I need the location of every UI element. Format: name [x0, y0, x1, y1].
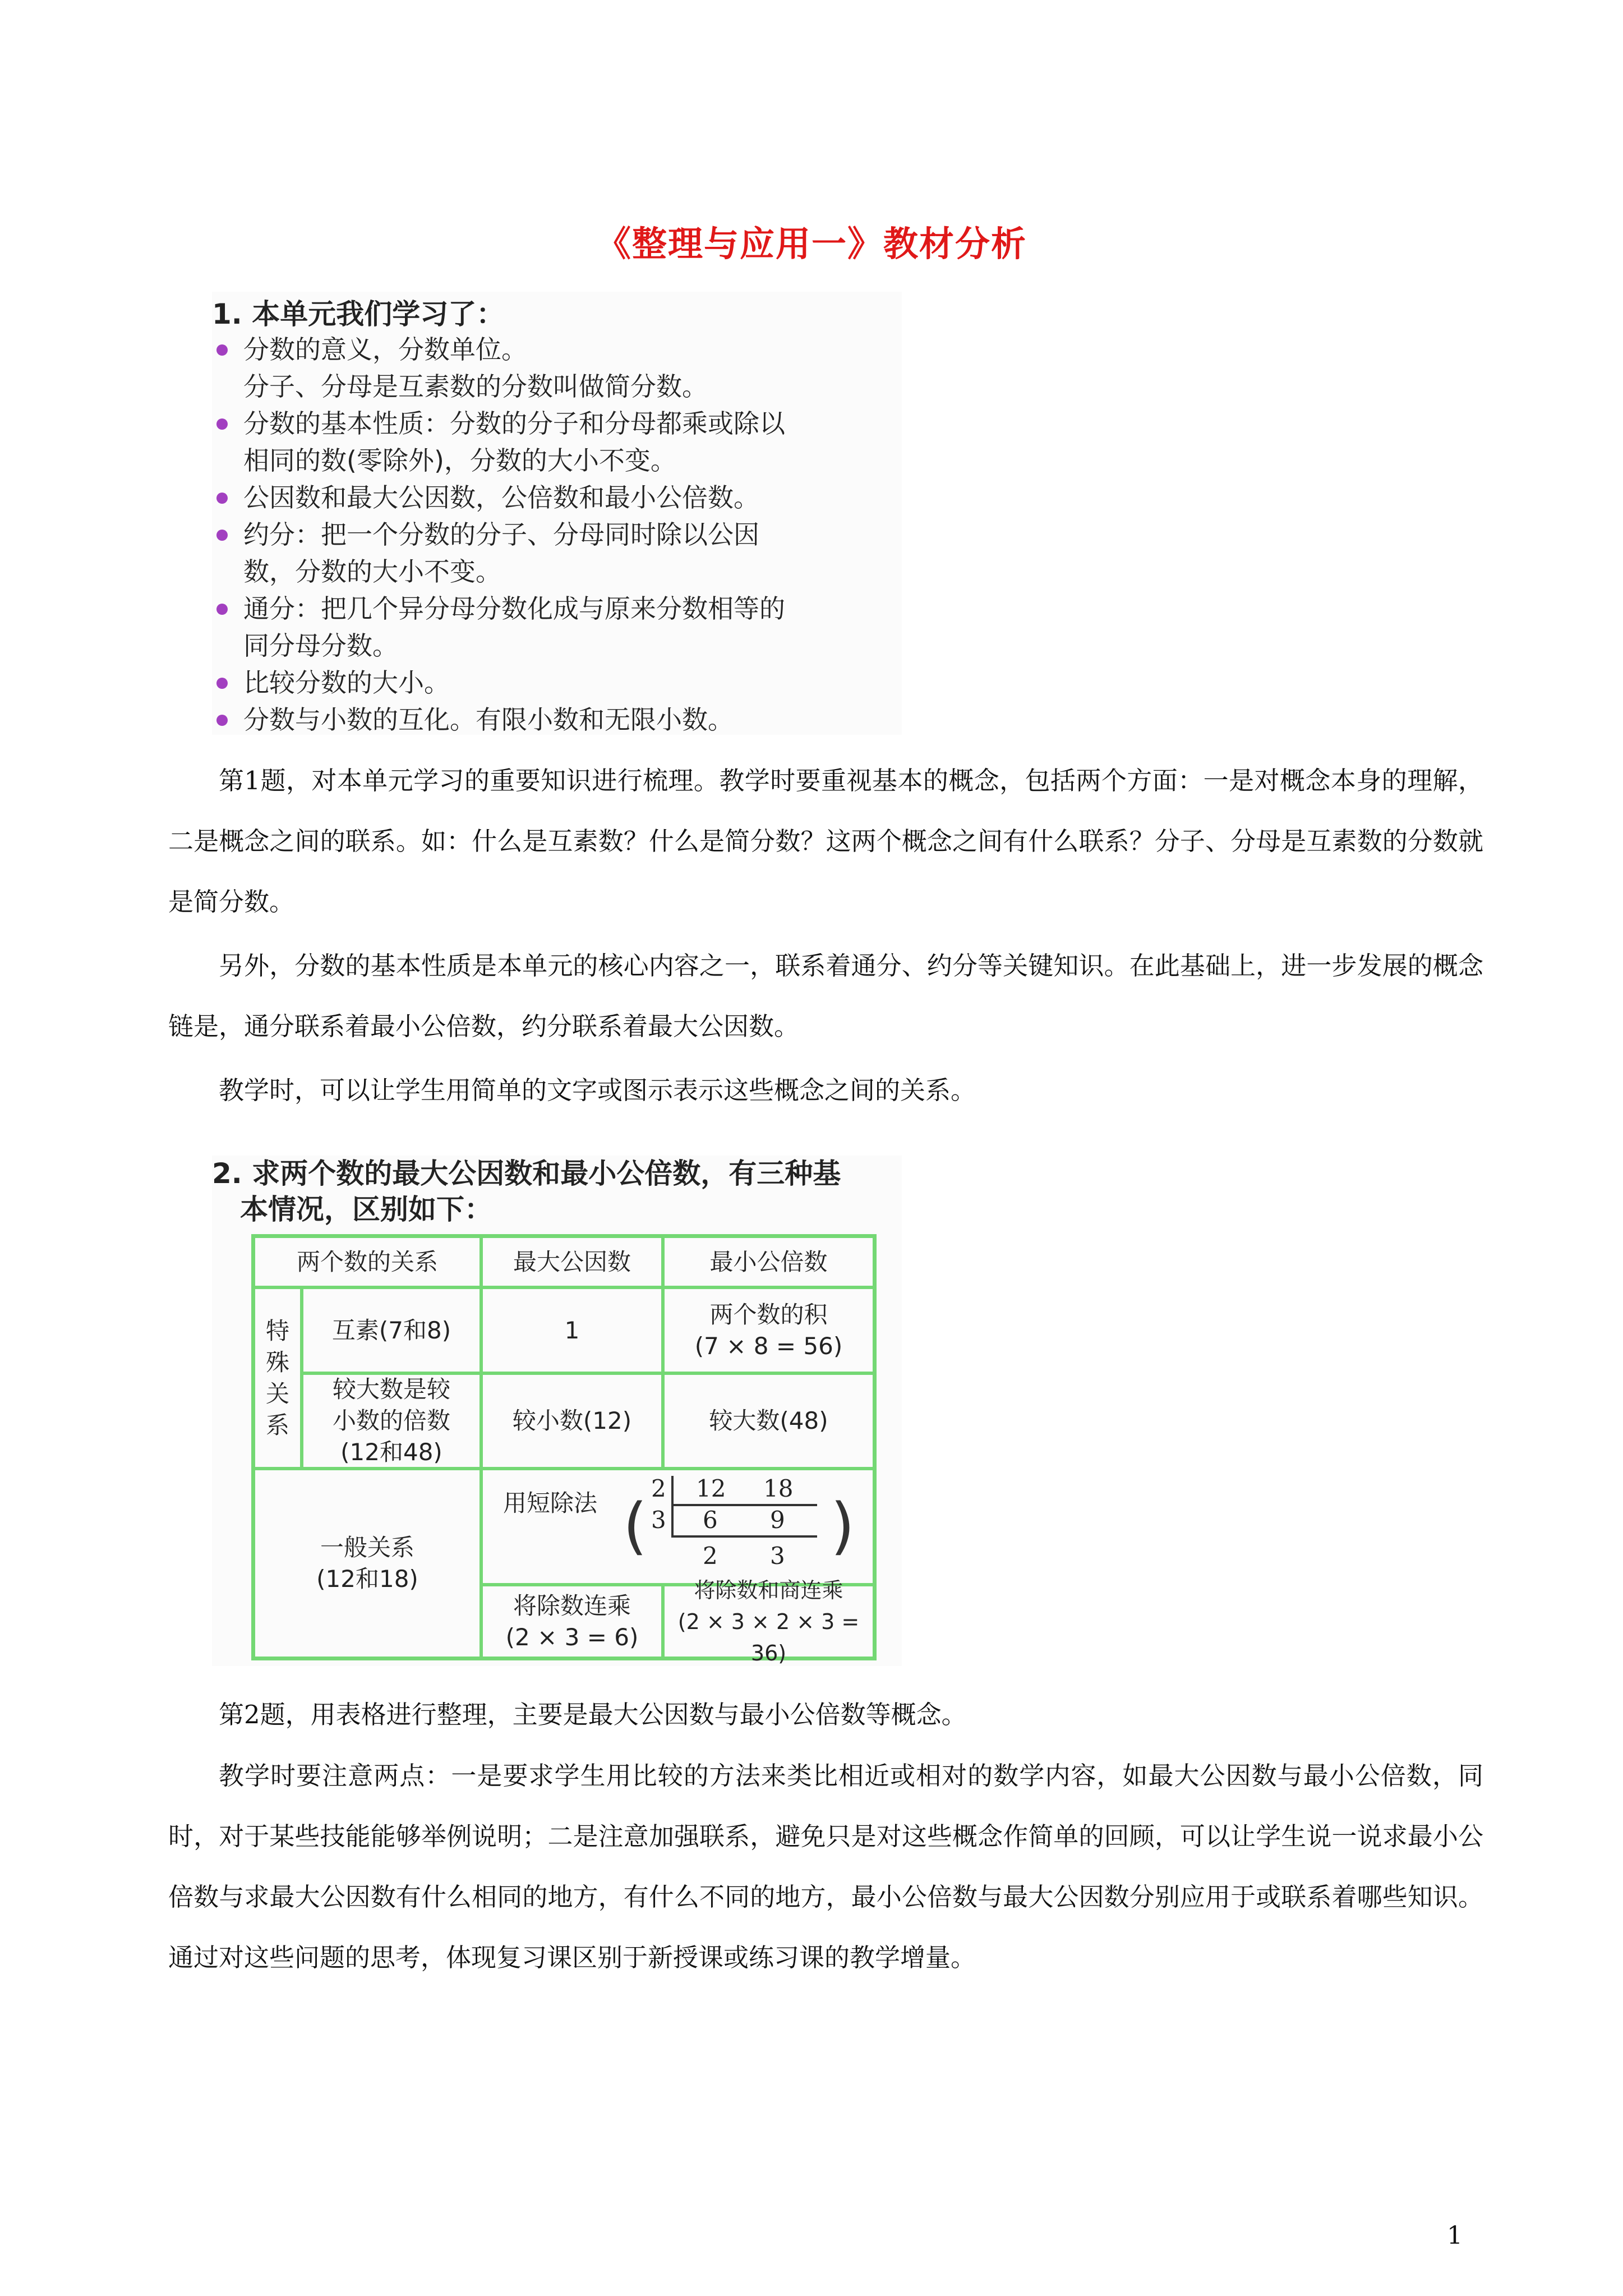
row1-lcm — [665, 1289, 873, 1372]
cell-line: (12和48) — [340, 1438, 442, 1466]
row3-lcm — [665, 1577, 873, 1665]
special-relation-label — [255, 1289, 300, 1467]
textbook-excerpt-2 — [212, 1156, 902, 1666]
label-char: 特 — [265, 1317, 289, 1345]
page-title: 《整理与应用一》教材分析 — [596, 223, 1027, 264]
list-item — [212, 516, 785, 590]
row3-gcd — [483, 1586, 661, 1657]
cell-line: 将除数连乘 — [513, 1591, 631, 1619]
list-item — [212, 590, 785, 664]
comparison-table — [251, 1234, 877, 1665]
list-item-line: 分数的基本性质：分数的分子和分母都乘或除以 — [243, 408, 785, 439]
section1-heading: 1. 本单元我们学习了： — [212, 298, 505, 330]
dividend-a1: 12 — [696, 1475, 726, 1502]
list-item-line: 通分：把几个异分母分数化成与原来分数相等的 — [243, 593, 785, 624]
quotient-a3: 2 — [703, 1542, 718, 1570]
quotient-b3: 3 — [770, 1542, 785, 1570]
cell-line: (12和18) — [316, 1565, 418, 1593]
knowledge-list — [212, 331, 785, 738]
row1-relation: 互素(7和8) — [331, 1316, 451, 1344]
right-paren-icon: ) — [831, 1490, 855, 1562]
label-char: 系 — [265, 1411, 289, 1439]
list-item-line: 同分母分数。 — [243, 631, 398, 661]
bullet-icon — [216, 678, 228, 689]
list-item-line: 约分：把一个分数的分子、分母同时除以公因 — [243, 519, 759, 550]
row2-gcd: 较小数(12) — [512, 1407, 632, 1434]
bullet-icon — [216, 493, 228, 504]
list-item-line: 相同的数(零除外)，分数的大小不变。 — [243, 445, 676, 476]
bullet-icon — [216, 530, 228, 541]
list-item — [212, 479, 785, 516]
cell-line: 一般关系 — [320, 1534, 414, 1561]
paragraph: 教学时，可以让学生用简单的文字或图示表示这些概念之间的关系。 — [219, 1075, 976, 1105]
short-division-area — [483, 1470, 873, 1583]
header-gcd: 最大公因数 — [513, 1248, 631, 1276]
cell-line: 将除数和商连乘 — [694, 1577, 843, 1603]
divisor-2: 3 — [651, 1506, 666, 1534]
bullet-icon — [216, 418, 228, 430]
list-item-line: 数，分数的大小不变。 — [243, 556, 501, 587]
row2-lcm: 较大数(48) — [709, 1407, 828, 1434]
row2-relation — [303, 1375, 479, 1467]
method-label: 用短除法 — [503, 1489, 598, 1517]
row3-relation — [255, 1470, 479, 1657]
list-item-line: 分数的意义，分数单位。 — [243, 334, 527, 365]
quotient-b2: 9 — [770, 1506, 785, 1534]
paragraph: 第1题，对本单元学习的重要知识进行梳理。教学时要重视基本的概念，包括两个方面：一是对概念本身的理解，二是概念之间的联系。如：什么是互素数？什么是简分数？这两个概念之间有什么联系？分子、分母是互素数的分数就是简分数。 — [168, 766, 1483, 917]
list-item-line: 分子、分母是互素数的分数叫做简分数。 — [243, 371, 708, 402]
list-item — [212, 664, 785, 701]
section2-heading-line: 本情况，区别如下： — [240, 1193, 492, 1226]
dividend-b1: 18 — [763, 1475, 794, 1502]
section2-heading-line: 2. 求两个数的最大公因数和最小公倍数，有三种基 — [212, 1157, 841, 1190]
quotient-a2: 6 — [703, 1506, 718, 1534]
cell-line: (7 × 8 = 56) — [694, 1332, 843, 1360]
list-item — [212, 701, 785, 738]
cell-line: 两个数的积 — [709, 1300, 828, 1328]
list-item-line: 比较分数的大小。 — [243, 668, 450, 698]
divisor-1: 2 — [651, 1475, 666, 1502]
section2-heading — [212, 1156, 841, 1227]
header-relation: 两个数的关系 — [296, 1248, 438, 1276]
list-item — [212, 405, 785, 479]
bullet-icon — [216, 344, 228, 356]
cell-line: (2 × 3 × 2 × 3 = 36) — [677, 1609, 860, 1665]
cell-line: 较大数是较 — [332, 1375, 450, 1403]
header-lcm: 最小公倍数 — [709, 1248, 828, 1276]
bullet-icon — [216, 604, 228, 615]
list-item — [212, 331, 785, 405]
label-char: 关 — [265, 1379, 289, 1407]
cell-line: (2 × 3 = 6) — [505, 1623, 639, 1651]
cell-line: 小数的倍数 — [332, 1407, 450, 1434]
row1-gcd: 1 — [564, 1316, 580, 1344]
paragraph: 另外，分数的基本性质是本单元的核心内容之一，联系着通分、约分等关键知识。在此基础上，进一步发展的概念链是，通分联系着最小公倍数，约分联系着最大公因数。 — [168, 951, 1483, 1041]
paragraph: 第2题，用表格进行整理，主要是最大公因数与最小公倍数等概念。 — [219, 1700, 967, 1729]
bullet-icon — [216, 715, 228, 726]
list-item-line: 公因数和最大公因数，公倍数和最小公倍数。 — [243, 482, 759, 513]
page-number: 1 — [1447, 2221, 1463, 2250]
paragraph: 教学时要注意两点：一是要求学生用比较的方法来类比相近或相对的数学内容，如最大公因数与最小公倍数，同时，对于某些技能能够举例说明；二是注意加强联系，避免只是对这些概念作简单的回顾，可以让学生说一说求最小公倍数与求最大公因数有什么相同的地方，有什么不同的地方，最小公倍数与最大公因数分别应用于或联系着哪些知识。通过对这些问题的思考，体现复习课区别于新授课或练习课的教学增量。 — [168, 1761, 1483, 1972]
label-char: 殊 — [265, 1348, 289, 1376]
list-item-line: 分数与小数的互化。有限小数和无限小数。 — [243, 705, 734, 735]
textbook-excerpt-1 — [212, 292, 902, 735]
left-paren-icon: ( — [623, 1490, 647, 1562]
